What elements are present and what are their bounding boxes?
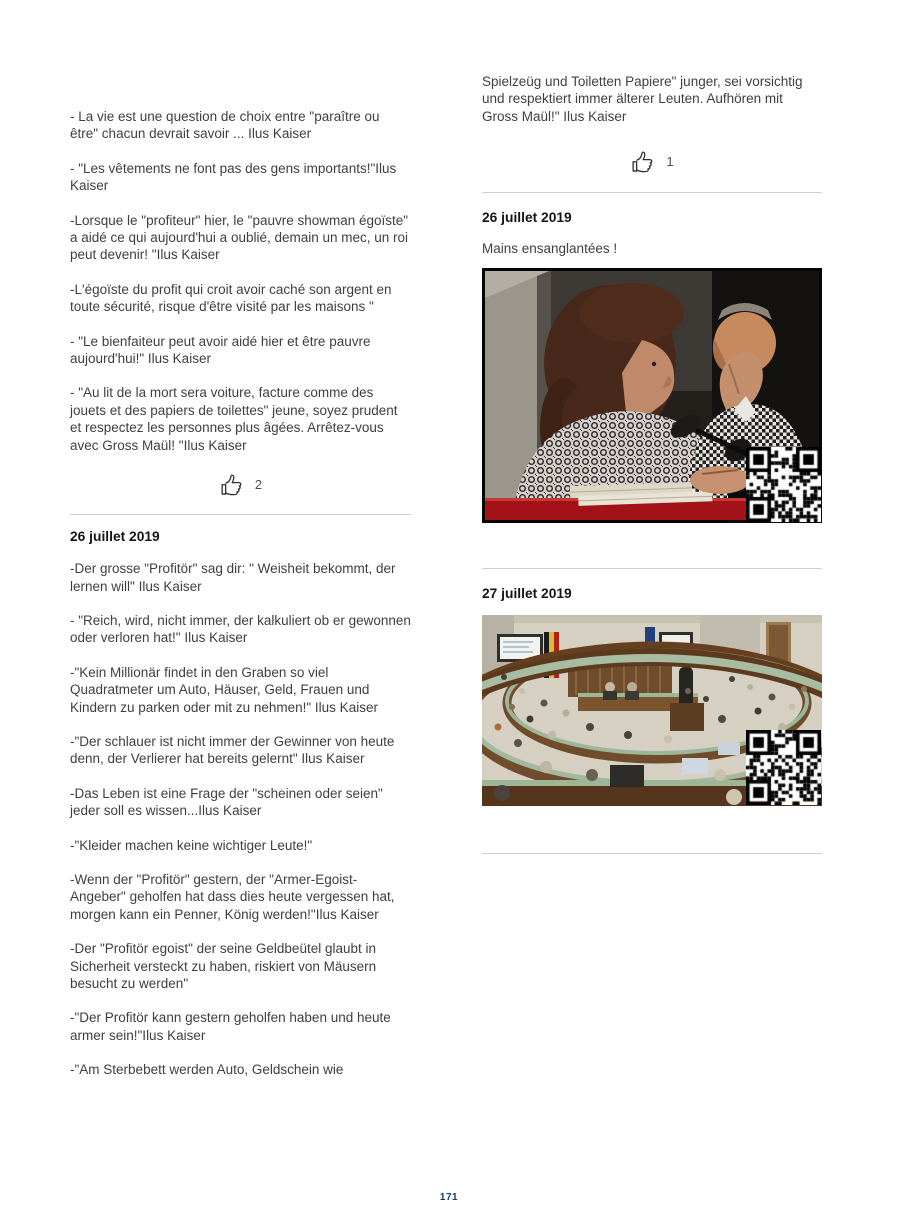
post-paragraph: -Wenn der "Profitör" gestern, der "Armer-Egoist-Angeber" geholfen hat dass dies heute vergessen hat, morgen kann ein Penner, König werden!"Ilus Kaiser	[70, 871, 395, 922]
post-paragraph: -"Der schlauer ist nicht immer der Gewinner von heute denn, der Verlierer hat bereits gelernt" Ilus Kaiser	[70, 733, 395, 767]
post-paragraph: - "Reich, wird, nicht immer, der kalkuliert ob er gewonnen oder verloren hat!" Ilus Kaiser	[70, 612, 411, 646]
post-divider	[70, 514, 411, 515]
post-paragraph: -Das Leben ist eine Frage der "scheinen oder seien" jeder soll es wissen...Ilus Kaiser	[70, 785, 383, 819]
post-date: 26 juillet 2019	[70, 529, 160, 545]
thumbs-up-icon	[219, 471, 246, 498]
like-count-badge[interactable]	[70, 471, 411, 498]
post-divider	[482, 192, 822, 193]
like-count: 1	[666, 154, 674, 170]
post-paragraph: -"Kleider machen keine wichtiger Leute!"	[70, 837, 313, 853]
post-divider	[482, 853, 822, 854]
post-paragraph: - "Les vêtements ne font pas des gens importants!"Ilus Kaiser	[70, 160, 397, 194]
post-paragraph: -Lorsque le "profiteur" hier, le "pauvre showman égoïste" a aidé ce qui aujourd'hui a oublié, demain un mec, un roi peut devenir! "Ilus Kaiser	[70, 212, 409, 263]
post-date: 27 juillet 2019	[482, 585, 572, 601]
post-paragraph: -"Der Profitör kann gestern geholfen haben und heute armer sein!"Ilus Kaiser	[70, 1010, 391, 1043]
post-paragraph: -Der "Profitör egoist" der seine Geldbeütel glaubt in Sicherheit versteckt zu haben, riskiert von Mäusern besucht zu werden"	[70, 941, 377, 991]
post-divider	[482, 568, 822, 569]
post-paragraph: - "Au lit de la mort sera voiture, facture comme des jouets et des papiers de toilettes" jeune, soyez prudent et respectez les personnes plus âgées. Arrêtez-vous avec Gross Maül! "Ilus Kaiser	[70, 385, 398, 453]
post-date: 26 juillet 2019	[482, 210, 572, 226]
post-caption: Mains ensanglantées !	[482, 241, 618, 257]
photo-speakers-video-still	[482, 268, 822, 523]
post-paragraph: - La vie est une question de choix entre "paraître ou être" chacun devrait savoir ... Ilus Kaiser	[70, 109, 380, 142]
post-paragraph: - "Le bienfaiteur peut avoir aidé hier et être pauvre aujourd'hui!" Ilus Kaiser	[70, 333, 371, 367]
like-count-badge[interactable]	[482, 148, 822, 175]
post-paragraph: -"Am Sterbebett werden Auto, Geldschein wie	[70, 1062, 344, 1078]
thumbs-up-icon	[630, 148, 657, 175]
post-paragraph: -L'égoïste du profit qui croit avoir caché son argent en toute sécurité, risque d'être visité par les maisons "	[70, 281, 392, 315]
photo-parliament-video-still	[482, 615, 822, 806]
qr-code	[746, 730, 821, 805]
post-paragraph-continuation: Spielzeüg und Toiletten Papiere" junger, sei vorsichtig und respektiert immer älterer Leuten. Aufhören mit Gross Maül!" Ilus Kaiser	[482, 74, 803, 124]
right-column	[482, 73, 822, 854]
post-paragraph: -"Kein Millionär findet in den Graben so viel Quadratmeter um Auto, Häuser, Geld, Frauen und Kindern zu parken oder mit zu nehmen!" Ilus Kaiser	[70, 664, 378, 715]
left-column	[70, 108, 411, 1096]
like-count: 2	[254, 477, 263, 493]
qr-code	[746, 447, 821, 522]
page-number: 171	[439, 1192, 459, 1203]
post-paragraph: -Der grosse "Profitör" sag dir: " Weisheit bekommt, der lernen will" Ilus Kaiser	[70, 561, 396, 594]
